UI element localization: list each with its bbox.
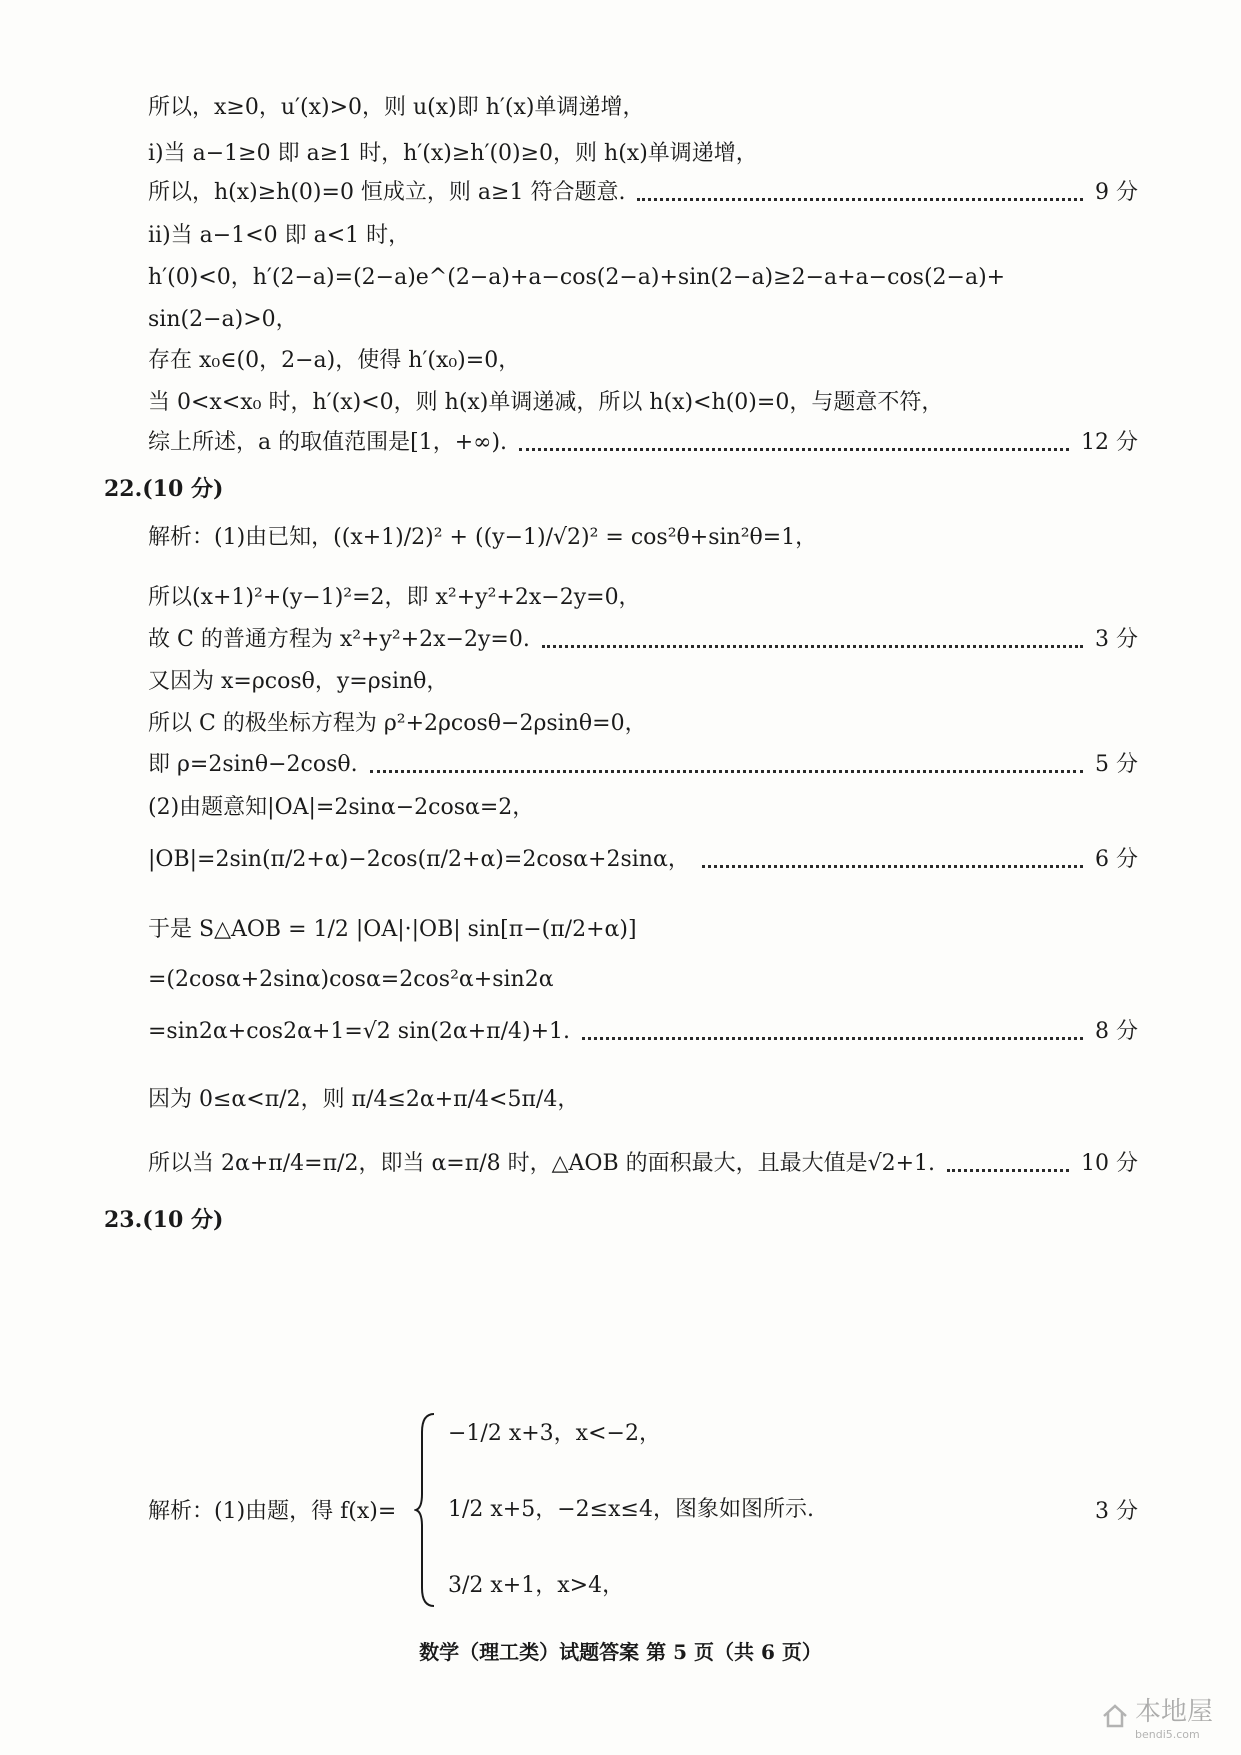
scored-line xyxy=(148,840,1138,880)
watermark-url: bendi5.com xyxy=(1134,1728,1200,1741)
house-icon xyxy=(1101,1702,1129,1730)
piecewise-case: −1/2 x+3，x<−2， xyxy=(448,1421,661,1446)
line-text: 所以，h(x)≥h(0)=0 恒成立，则 a≥1 符合题意. xyxy=(148,180,626,205)
score-label: 12 分 xyxy=(1081,430,1138,455)
page-footer: 数学（理工类）试题答案 第 5 页（共 6 页） xyxy=(419,1640,822,1664)
leader-dots xyxy=(702,865,1083,868)
score-label: 8 分 xyxy=(1095,1019,1138,1044)
line-text: 故 C 的普通方程为 x²+y²+2x−2y=0. xyxy=(148,627,530,652)
leader-dots xyxy=(637,198,1083,201)
text-line: ⅰ)当 a−1≥0 即 a≥1 时，h′(x)≥h′(0)≥0，则 h(x)单调递增， xyxy=(148,141,758,166)
scored-line xyxy=(148,177,1138,209)
text-line: 于是 S△AOB = 1/2 |OA|·|OB| sin[π−(π/2+α)] xyxy=(148,917,637,942)
leader-dots xyxy=(947,1169,1069,1172)
text-line: 所以，x≥0，u′(x)>0，则 u(x)即 h′(x)单调递增， xyxy=(148,95,645,120)
text-line: 解析：(1)由已知，((x+1)/2)² + ((y−1)/√2)² = cos²θ+sin²θ=1， xyxy=(148,525,818,550)
watermark xyxy=(1101,1691,1213,1741)
line-text: |OB|=2sin(π/2+α)−2cos(π/2+α)=2cosα+2sinα， xyxy=(148,847,690,872)
left-brace-icon xyxy=(414,1412,438,1608)
score-label: 5 分 xyxy=(1095,752,1138,777)
line-text: 所以当 2α+π/4=π/2，即当 α=π/8 时，△AOB 的面积最大，且最大值是√2+1. xyxy=(148,1151,936,1176)
text-line: =(2cosα+2sinα)cosα=2cos²α+sin2α xyxy=(148,967,554,992)
text-line: 所以 C 的极坐标方程为 ρ²+2ρcosθ−2ρsinθ=0， xyxy=(148,711,647,736)
text-line: 因为 0≤α<π/2，则 π/4≤2α+π/4<5π/4， xyxy=(148,1087,580,1112)
text-line: h′(0)<0，h′(2−a)=(2−a)e^(2−a)+a−cos(2−a)+sin(2−a)≥2−a+a−cos(2−a)+ xyxy=(148,265,1006,290)
piecewise-label: 解析：(1)由题，得 f(x)= xyxy=(148,1499,397,1524)
text-line: ⅱ)当 a−1<0 即 a<1 时， xyxy=(148,223,411,248)
score-label: 9 分 xyxy=(1095,180,1138,205)
scored-line xyxy=(148,624,1138,656)
scored-line xyxy=(148,1012,1138,1052)
question-heading: 22.(10 分) xyxy=(104,476,224,502)
piecewise-function xyxy=(148,1410,1138,1610)
text-line: sin(2−a)>0， xyxy=(148,307,298,332)
piecewise-case: 3/2 x+1，x>4， xyxy=(448,1573,625,1598)
scored-line xyxy=(148,427,1138,459)
text-line: 所以(x+1)²+(y−1)²=2，即 x²+y²+2x−2y=0， xyxy=(148,585,641,610)
score-label: 3 分 xyxy=(1095,627,1138,652)
leader-dots xyxy=(370,770,1083,773)
text-line: (2)由题意知|OA|=2sinα−2cosα=2， xyxy=(148,795,535,820)
leader-dots xyxy=(542,645,1083,648)
text-line: 存在 x₀∈(0，2−a)，使得 h′(x₀)=0， xyxy=(148,348,521,373)
line-text: 综上所述，a 的取值范围是[1，+∞). xyxy=(148,430,508,455)
question-heading: 23.(10 分) xyxy=(104,1207,224,1233)
leader-dots xyxy=(519,448,1069,451)
score-label: 10 分 xyxy=(1081,1151,1138,1176)
line-text: 即 ρ=2sinθ−2cosθ. xyxy=(148,752,358,777)
scored-line xyxy=(148,749,1138,781)
scored-line xyxy=(148,1144,1138,1184)
score-label: 3 分 xyxy=(1095,1499,1138,1524)
piecewise-case: 1/2 x+5，−2≤x≤4，图象如图所示. xyxy=(448,1497,814,1522)
leader-dots xyxy=(582,1037,1083,1040)
watermark-text: 本地屋 xyxy=(1134,1697,1213,1727)
line-text: =sin2α+cos2α+1=√2 sin(2α+π/4)+1. xyxy=(148,1019,571,1044)
text-line: 又因为 x=ρcosθ，y=ρsinθ， xyxy=(148,669,449,694)
score-label: 6 分 xyxy=(1095,847,1138,872)
text-line: 当 0<x<x₀ 时，h′(x)<0，则 h(x)单调递减，所以 h(x)<h(0)=0，与题意不符， xyxy=(148,390,944,415)
